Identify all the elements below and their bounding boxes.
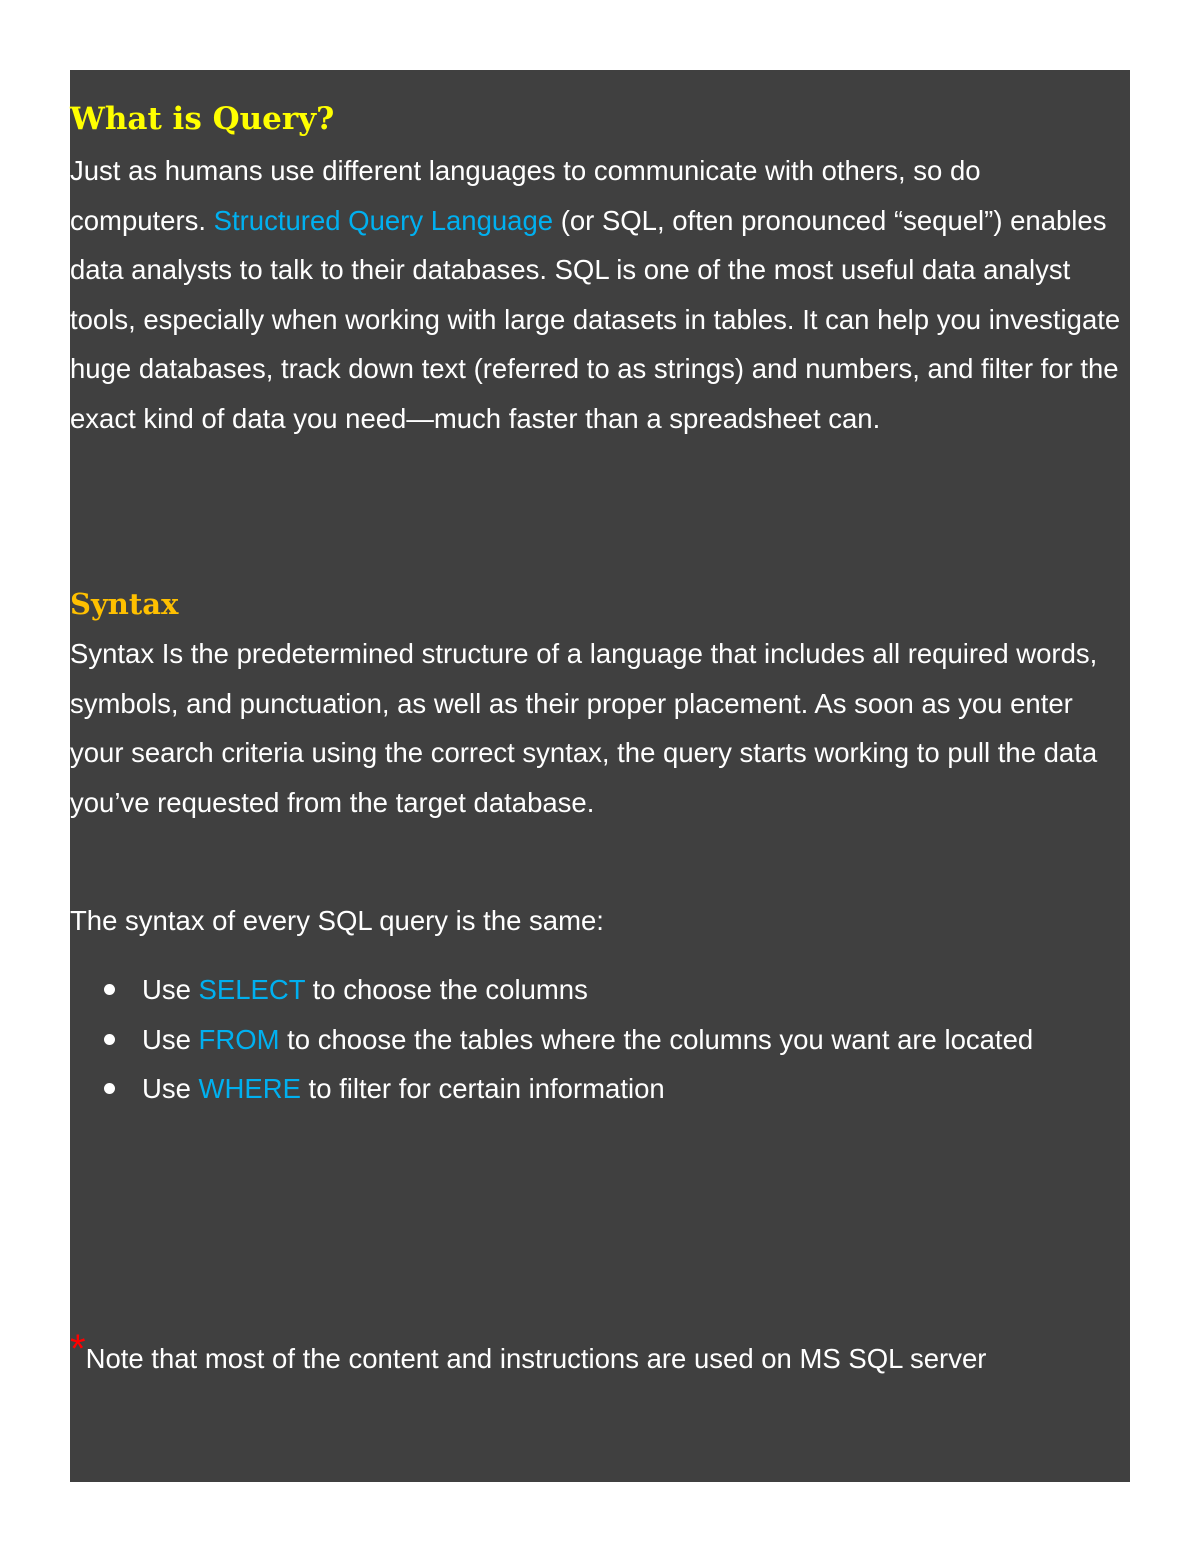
syntax-bullet-list [70, 965, 1122, 1114]
footnote-text: Note that most of the content and instructions are used on MS SQL server [85, 1343, 987, 1374]
paragraph-syntax-definition: Syntax Is the predetermined structure of a language that includes all required words, symbols, and punctuation, as well as their proper placement. As soon as you enter your search criteria using the correct syntax, the query starts working to pull the data you’ve requested from the target database. [70, 638, 1098, 818]
list-item-select [70, 965, 1122, 1015]
document-panel [70, 70, 1130, 1482]
footnote-ms-sql [70, 1327, 1122, 1386]
paragraph-text: Just as humans use different languages to communicate with others, so do computers. [70, 155, 981, 236]
bullet-suffix: to choose the columns [305, 974, 588, 1005]
section-heading-what-is-query: What is Query? [70, 101, 335, 137]
section-heading-syntax: Syntax [70, 587, 179, 621]
list-item-where [70, 1064, 1122, 1114]
paragraph-query-intro [70, 146, 1122, 444]
bullet-icon [104, 1083, 115, 1094]
bullet-prefix: Use [142, 974, 199, 1005]
bullet-suffix: to filter for certain information [300, 1073, 665, 1105]
bullet-icon [104, 984, 115, 995]
bullet-icon [104, 1034, 115, 1045]
bullet-prefix: Use [142, 1023, 199, 1055]
paragraph-syntax-same: The syntax of every SQL query is the same: [70, 905, 604, 936]
keyword-select: SELECT [198, 974, 306, 1005]
list-item-from [70, 1015, 1122, 1065]
bullet-prefix: Use [142, 1073, 199, 1105]
asterisk-icon: * [70, 1327, 86, 1371]
bullet-suffix: to choose the tables where the columns you want are located [279, 1023, 1034, 1055]
structured-query-language-link[interactable]: Structured Query Language [213, 204, 554, 236]
keyword-where: WHERE [198, 1073, 301, 1105]
paragraph-text: (or SQL, often pronounced “sequel”) enables data analysts to talk to their databases. SQL is one of the most useful data analyst tools, especially when working with large datasets in tables. It can help you investigate huge databases, track down text (referred to as strings) and numbers, and filter for the exact kind of data you need—much faster than a spreadsheet can. [70, 204, 1121, 434]
keyword-from: FROM [198, 1023, 280, 1055]
